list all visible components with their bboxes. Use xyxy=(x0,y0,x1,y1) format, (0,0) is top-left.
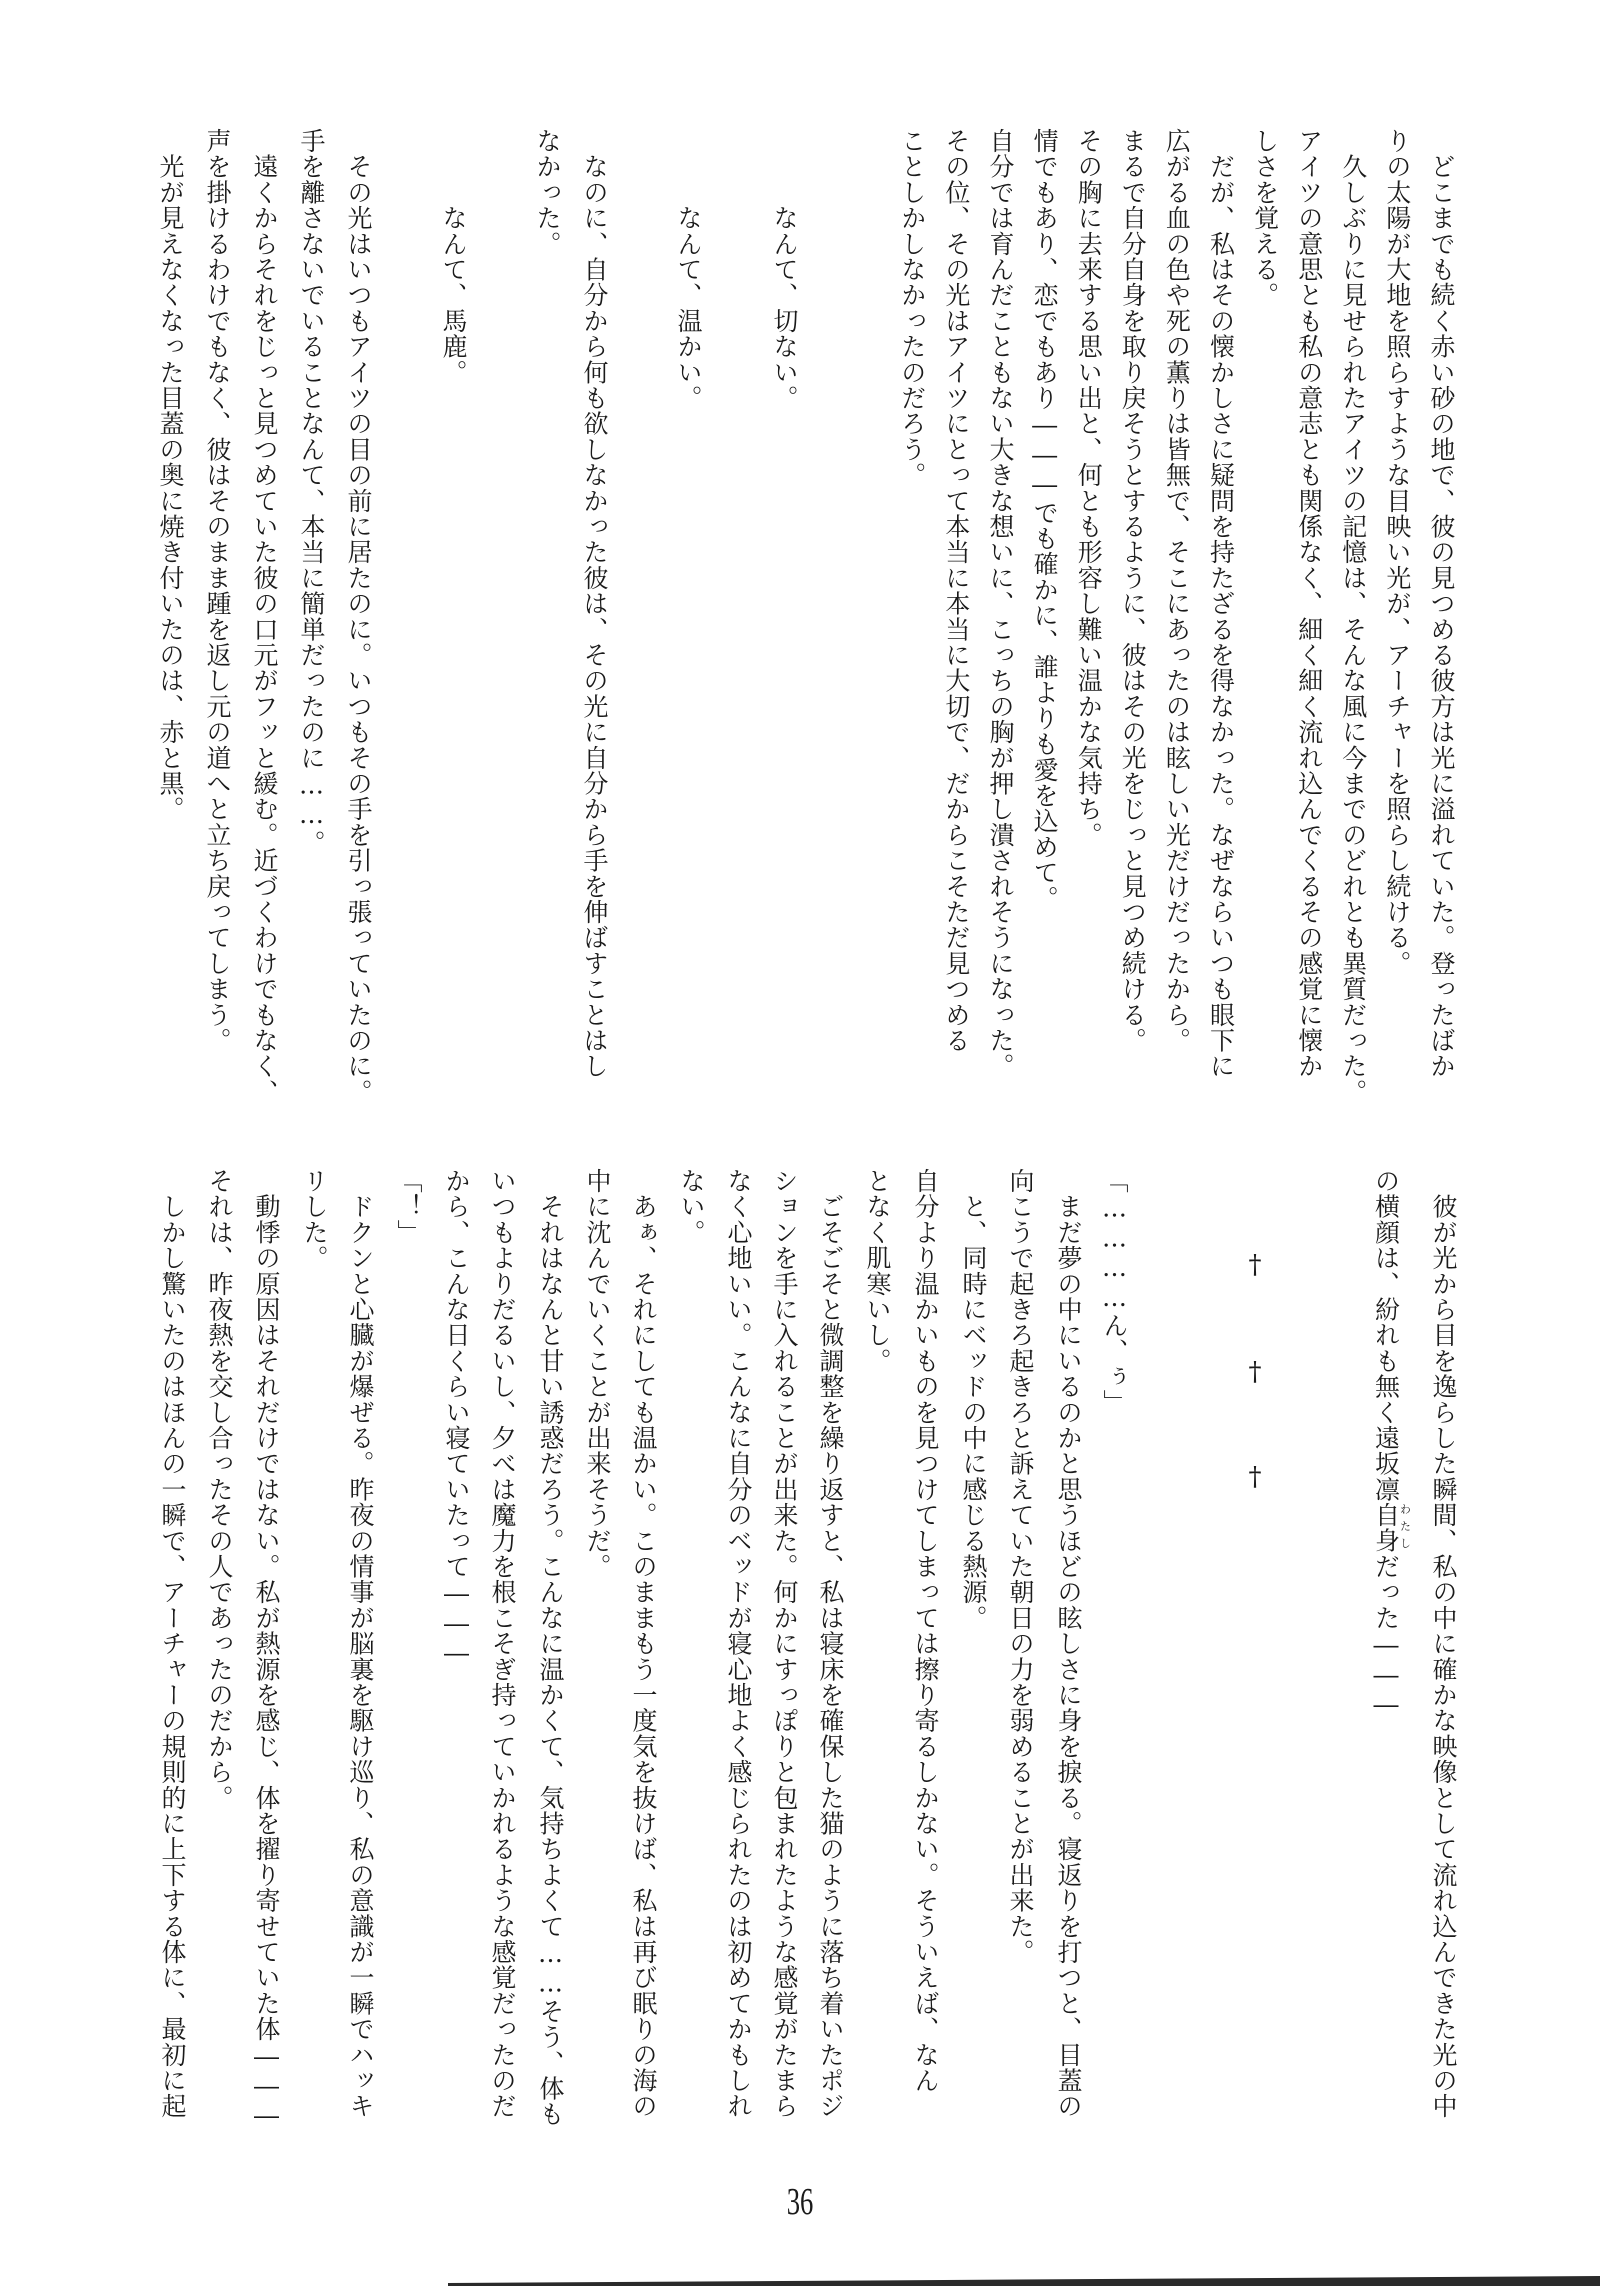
text-column: なんて、切ない。 xyxy=(770,128,799,411)
text-column: 遠くからそれをじっと見つめていた彼の口元がフッと緩む。近づくわけでもなく、 xyxy=(250,128,279,1105)
text-column: 光が見えなくなった目蓋の奥に焼き付いたのは、赤と黒。 xyxy=(156,128,185,822)
text-column: 動悸の原因はそれだけではない。私が熱源を感じ、体を擢り寄せていた体――― xyxy=(252,1168,281,2131)
text-column: しかし驚いたのはほんの一瞬で、アーチャーの規則的に上下する体に、最初に起 xyxy=(158,1168,187,2119)
text-column: と、同時にベッドの中に感じる熱源。 xyxy=(959,1168,988,1631)
text-column: だが、私はその懐かしさに疑問を持たざるを得なかった。なぜならいつも眼下に xyxy=(1206,128,1236,1079)
text-column: なかった。 xyxy=(533,128,562,257)
text-column: その光はいつもアイツの目の前に居たのに。いつもその手を引っ張っていたのに。 xyxy=(344,128,373,1105)
text-column: それはなんと甘い誘惑だろう。こんなに温かくて、気持ちよくて……そう、体も xyxy=(536,1168,565,2127)
text-column: 久しぶりに見せられたアイツの記憶は、そんな風に今までのどれとも異質だった。 xyxy=(1338,128,1368,1105)
text-column: リした。 xyxy=(300,1168,329,1271)
page-number: 36 xyxy=(786,2181,814,2223)
text-column: から、こんな日くらい寝ていたって――― xyxy=(442,1168,471,1669)
text-column: なんて、温かい。 xyxy=(674,128,703,411)
text-column: 向こうで起きろ起きろと訴えていた朝日の力を弱めることが出来た。 xyxy=(1006,1168,1035,1965)
scan-edge-band xyxy=(448,2276,1600,2286)
text-segment: の横顔は、紛れも無く遠坂凛 xyxy=(1371,1168,1401,1503)
ruby-reading: わたし xyxy=(1398,1502,1412,1554)
text-column: ごそごそと微調整を繰り返すと、私は寝床を確保した猫のように落ち着いたポジ xyxy=(816,1168,845,2119)
text-column: アイツの意思とも私の意志とも関係なく、細く細く流れ込んでくるその感覚に懐か xyxy=(1294,128,1324,1079)
text-column: その胸に去来する思い出と、何とも形容し難い温かな気持ち。 xyxy=(1074,128,1104,848)
text-column: ドクンと心臓が爆ぜる。昨夜の情事が脳裏を駆け巡り、私の意識が一瞬でハッキ xyxy=(346,1168,375,2119)
dagger-icon: † xyxy=(1248,1357,1262,1387)
text-column: あぁ、それにしても温かい。このままもう一度気を抜けば、私は再び眠りの海の xyxy=(629,1168,658,2119)
text-column: 「！」 xyxy=(394,1168,423,1246)
text-column: ない。 xyxy=(677,1168,706,1246)
text-column: なんて、馬鹿。 xyxy=(439,128,468,385)
dagger-icon: † xyxy=(1248,1462,1262,1492)
text-column: しさを覚える。 xyxy=(1250,128,1280,308)
text-column: いつもよりだるいし、夕べは魔力を根こそぎ持っていかれるような感覚だったのだ xyxy=(488,1168,517,2119)
text-column: ションを手に入れることが出来た。何かにすっぽりと包まれたような感覚がたまら xyxy=(770,1168,799,2119)
text-column: 自分では育んだこともない大きな想いに、こっちの胸が押し潰されそうになった。 xyxy=(986,128,1015,1079)
text-column: その位、その光はアイツにとって本当に本当に大切で、だからこそただ見つめる xyxy=(941,128,971,1054)
text-column: 手を離さないでいることなんて、本当に簡単だったのに……。 xyxy=(297,128,326,856)
text-column: なのに、自分から何も欲しなかった彼は、その光に自分から手を伸ばすことはし xyxy=(580,128,609,1079)
text-column: りの太陽が大地を照らすような目映い光が、アーチャーを照らし続ける。 xyxy=(1382,128,1412,977)
text-column: 広がる血の色や死の薫りは皆無で、そこにあったのは眩しい光だけだったから。 xyxy=(1162,128,1192,1054)
text-column: まるで自分自身を取り戻そうとするように、彼はその光をじっと見つめ続ける。 xyxy=(1118,128,1148,1054)
text-column: 中に沈んでいくことが出来そうだ。 xyxy=(583,1168,612,1580)
text-column: なく心地いい。こんなに自分のベッドが寝心地よく感じられたのは初めてかもしれ xyxy=(724,1168,753,2119)
text-column: 「…………ん、ぅ」 xyxy=(1100,1168,1129,1416)
text-segment: だった――― xyxy=(1371,1553,1401,1720)
text-column: ことしかしなかったのだろう。 xyxy=(897,128,927,488)
text-column: となく肌寒いし。 xyxy=(863,1168,892,1374)
text-column: まだ夢の中にいるのかと思うほどの眩しさに身を捩る。寝返りを打つと、目蓋の xyxy=(1054,1168,1083,2119)
ruby-base: 自身 xyxy=(1371,1502,1401,1554)
text-column: 彼が光から目を逸らした瞬間、私の中に確かな映像として流れ込んできた光の中 xyxy=(1429,1168,1458,2119)
dagger-icon: † xyxy=(1248,1250,1262,1280)
text-column: 声を掛けるわけでもなく、彼はそのまま踵を返し元の道へと立ち戻ってしまう。 xyxy=(203,128,232,1054)
text-column: 自分より温かいものを見つけてしまっては擦り寄るしかない。そういえば、なん xyxy=(911,1168,940,2094)
text-column: それは、昨夜熱を交し合ったその人であったのだから。 xyxy=(205,1168,234,1811)
text-column: 情でもあり、恋でもあり―――でも確かに、誰よりも愛を込めて。 xyxy=(1030,128,1060,911)
text-column: どこまでも続く赤い砂の地で、彼の見つめる彼方は光に溢れていた。登ったばか xyxy=(1427,128,1456,1079)
